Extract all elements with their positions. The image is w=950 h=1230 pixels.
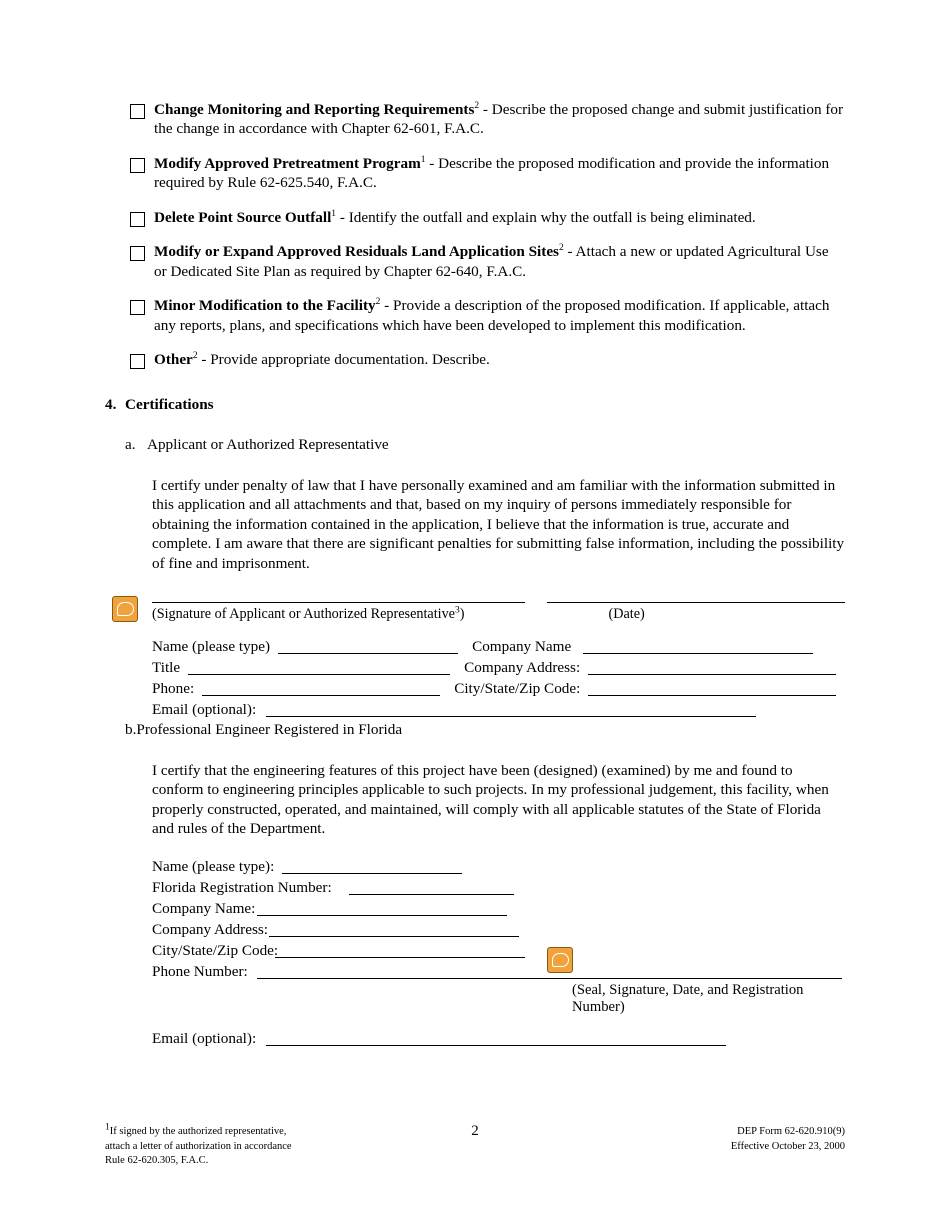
option-footnote-marker: 1 bbox=[331, 208, 337, 219]
comment-annotation-icon[interactable] bbox=[547, 947, 573, 973]
subsection-a-heading bbox=[125, 436, 845, 454]
section-title: Certifications bbox=[125, 395, 214, 413]
field-row-engineer-name bbox=[152, 855, 845, 876]
signature-caption bbox=[152, 606, 525, 623]
input-city-state-zip[interactable] bbox=[588, 680, 836, 696]
option-row-delete-outfall[interactable] bbox=[130, 208, 845, 227]
option-text-delete-outfall bbox=[154, 208, 756, 227]
label-engineer-company-address: Company Address: bbox=[152, 921, 269, 939]
section-number: 4. bbox=[105, 395, 117, 413]
input-engineer-company-name[interactable] bbox=[257, 900, 507, 916]
option-footnote-marker: 2 bbox=[474, 100, 480, 111]
input-title[interactable] bbox=[188, 659, 450, 675]
date-caption: (Date) bbox=[608, 605, 645, 622]
speech-bubble-icon bbox=[552, 953, 569, 967]
field-row-phone-city bbox=[152, 677, 845, 698]
subsection-letter: a. bbox=[125, 435, 136, 453]
option-text-modify-residuals-sites bbox=[154, 242, 845, 281]
label-engineer-company-name: Company Name: bbox=[152, 900, 256, 918]
input-engineer-city-state-zip[interactable] bbox=[275, 942, 525, 958]
page-number: 2 bbox=[471, 1123, 479, 1140]
signature-caption-footnote: 3 bbox=[454, 604, 460, 615]
option-text-other bbox=[154, 350, 490, 369]
signature-caption-text: (Signature of Applicant or Authorized Representative bbox=[152, 605, 455, 622]
footnote-line-2: attach a letter of authorization in accordance bbox=[105, 1140, 292, 1152]
input-email[interactable] bbox=[266, 701, 756, 717]
speech-bubble-icon bbox=[117, 602, 134, 616]
field-row-engineer-email bbox=[152, 1027, 845, 1048]
applicant-certification-paragraph: I certify under penalty of law that I have personally examined and am familiar with the information submitted in this application and all attachments and that, based on my inquiry of persons immediately responsible for obtaining the information contained in the application, I believe that the information is true, accurate and complete. I am aware that there are significant penalties for submitting false information, including the possibility of fine and imprisonment. bbox=[152, 476, 845, 572]
option-row-modify-residuals-sites[interactable] bbox=[130, 242, 845, 281]
option-description: - Attach a new or updated Agricultural Use or Dedicated Site Plan as required by Chapter 62-640, F.A.C. bbox=[154, 243, 829, 280]
label-name: Name (please type) bbox=[152, 637, 271, 655]
input-name[interactable] bbox=[278, 638, 458, 654]
checkbox-delete-outfall[interactable] bbox=[130, 212, 145, 227]
option-row-change-monitoring[interactable] bbox=[130, 100, 845, 139]
engineer-fields bbox=[152, 855, 845, 1048]
signature-caption-close: ) bbox=[459, 605, 465, 622]
field-row-engineer-phone bbox=[152, 960, 845, 981]
section-4-heading bbox=[105, 396, 845, 414]
label-city-state-zip: City/State/Zip Code: bbox=[454, 679, 581, 697]
field-row-email bbox=[152, 698, 845, 719]
label-company-address: Company Address: bbox=[464, 658, 581, 676]
option-text-minor-modification bbox=[154, 296, 845, 335]
option-title: Other bbox=[154, 351, 193, 369]
footnote-line-3: Rule 62-620.305, F.A.C. bbox=[105, 1154, 209, 1166]
label-company-name: Company Name bbox=[472, 637, 572, 655]
footnote-marker: 1 bbox=[105, 1122, 110, 1133]
modification-options-list bbox=[105, 100, 845, 370]
option-row-minor-modification[interactable] bbox=[130, 296, 845, 335]
label-email: Email (optional): bbox=[152, 700, 257, 718]
label-title: Title bbox=[152, 658, 181, 676]
field-row-name-company bbox=[152, 635, 845, 656]
label-engineer-email: Email (optional): bbox=[152, 1030, 257, 1048]
option-footnote-marker: 2 bbox=[558, 243, 564, 254]
footnote-text-1: If signed by the authorized representative, bbox=[109, 1126, 287, 1138]
field-row-engineer-company-address bbox=[152, 918, 845, 939]
option-description: - Identify the outfall and explain why the outfall is being eliminated. bbox=[336, 208, 756, 226]
field-row-engineer-company-name bbox=[152, 897, 845, 918]
option-footnote-marker: 1 bbox=[420, 154, 426, 165]
input-engineer-company-address[interactable] bbox=[269, 921, 519, 937]
input-company-address[interactable] bbox=[588, 659, 836, 675]
option-description: - Provide appropriate documentation. Describe. bbox=[197, 351, 490, 369]
field-row-registration-number bbox=[152, 876, 845, 897]
signature-captions-row bbox=[152, 606, 845, 623]
input-engineer-email[interactable] bbox=[266, 1030, 726, 1046]
option-title: Delete Point Source Outfall bbox=[154, 208, 332, 226]
option-text-change-monitoring bbox=[154, 100, 845, 139]
checkbox-other[interactable] bbox=[130, 354, 145, 369]
option-footnote-marker: 2 bbox=[375, 297, 381, 308]
option-title: Minor Modification to the Facility bbox=[154, 297, 376, 315]
subsection-b-heading bbox=[125, 721, 845, 739]
option-description: - Describe the proposed modification and provide the information required by Rule 62-625.540, F.A.C. bbox=[154, 154, 830, 192]
option-title: Change Monitoring and Reporting Requirements bbox=[154, 101, 475, 118]
input-company-name[interactable] bbox=[583, 638, 813, 654]
input-phone[interactable] bbox=[202, 680, 440, 696]
subsection-label: Applicant or Authorized Representative bbox=[147, 435, 389, 453]
subsection-letter: b. bbox=[125, 720, 137, 738]
label-engineer-city-state-zip: City/State/Zip Code: bbox=[152, 942, 279, 960]
applicant-signature-block bbox=[152, 602, 845, 623]
input-engineer-name[interactable] bbox=[282, 858, 462, 874]
label-registration-number: Florida Registration Number: bbox=[152, 879, 332, 897]
form-effective-date: Effective October 23, 2000 bbox=[730, 1140, 845, 1152]
comment-annotation-icon[interactable] bbox=[112, 596, 138, 622]
checkbox-change-monitoring[interactable] bbox=[130, 104, 145, 119]
spacer bbox=[525, 606, 547, 623]
option-row-modify-pretreatment[interactable] bbox=[130, 154, 845, 193]
checkbox-minor-modification[interactable] bbox=[130, 300, 145, 315]
page-footer bbox=[105, 1122, 845, 1168]
option-description: - Describe the proposed change and submit justification for the change in accordance with Chapter 62-601, F.A.C. bbox=[154, 101, 844, 138]
signature-input-line[interactable] bbox=[152, 602, 525, 603]
option-description: - Provide a description of the proposed modification. If applicable, attach any reports, plans, and specifications which have been developed to implement this modification. bbox=[154, 297, 830, 334]
field-row-engineer-city-state-zip bbox=[152, 939, 845, 960]
option-text-modify-pretreatment bbox=[154, 154, 845, 193]
subsection-label: Professional Engineer Registered in Florida bbox=[136, 720, 403, 738]
signature-rule-row bbox=[152, 602, 845, 603]
date-input-line[interactable] bbox=[547, 602, 845, 603]
label-engineer-name: Name (please type): bbox=[152, 858, 275, 876]
form-number: DEP Form 62-620.910(9) bbox=[737, 1126, 845, 1138]
applicant-fields bbox=[152, 635, 845, 719]
field-row-title-address bbox=[152, 656, 845, 677]
label-engineer-phone: Phone Number: bbox=[152, 963, 248, 981]
option-row-other[interactable] bbox=[130, 350, 845, 369]
seal-caption: (Seal, Signature, Date, and Registration Number) bbox=[572, 982, 804, 1016]
option-title: Modify Approved Pretreatment Program bbox=[154, 154, 421, 172]
checkbox-modify-residuals-sites[interactable] bbox=[130, 246, 145, 261]
engineer-certification-paragraph: I certify that the engineering features of this project have been (designed) (examined) by me and found to conform to engineering principles applicable to such projects. In my professional judgement, this facility, when properly constructed, operated, and maintained, will comply with all applicable statutes of the State of Florida and rules of the Department. bbox=[152, 761, 829, 838]
option-footnote-marker: 2 bbox=[192, 351, 198, 362]
checkbox-modify-pretreatment[interactable] bbox=[130, 158, 145, 173]
option-title: Modify or Expand Approved Residuals Land Application Sites bbox=[154, 243, 559, 261]
input-registration-number[interactable] bbox=[349, 879, 514, 895]
label-phone: Phone: bbox=[152, 679, 195, 697]
